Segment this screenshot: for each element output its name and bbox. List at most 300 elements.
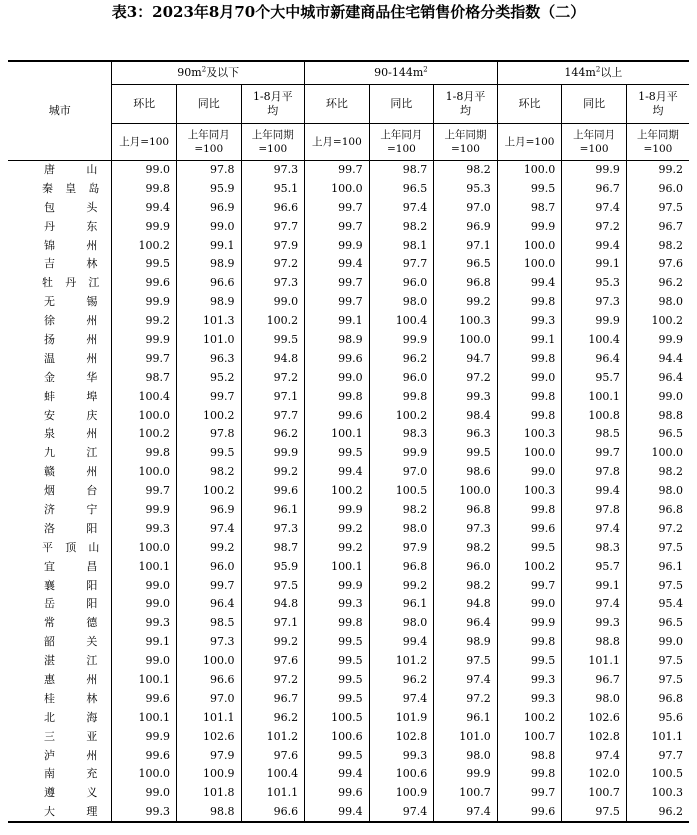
index-value-cell: 100.2 xyxy=(112,236,177,255)
table-row xyxy=(8,671,689,690)
index-value-cell: 99.6 xyxy=(112,689,177,708)
index-value-cell: 95.7 xyxy=(562,368,627,387)
index-value-cell: 97.3 xyxy=(434,519,498,538)
index-value-cell: 96.5 xyxy=(626,425,689,444)
index-value-cell: 98.5 xyxy=(562,425,627,444)
index-value-cell: 99.5 xyxy=(176,444,241,463)
index-value-cell: 98.3 xyxy=(562,538,627,557)
index-value-cell: 99.7 xyxy=(305,161,370,180)
index-value-cell: 101.2 xyxy=(369,652,434,671)
index-value-cell: 101.0 xyxy=(176,331,241,350)
index-value-cell: 95.2 xyxy=(176,368,241,387)
index-value-cell: 99.7 xyxy=(176,387,241,406)
index-value-cell: 100.2 xyxy=(241,312,305,331)
index-value-cell: 96.4 xyxy=(562,349,627,368)
table-row xyxy=(8,425,689,444)
index-value-cell: 96.0 xyxy=(626,179,689,198)
city-name: 牡 丹 江 xyxy=(42,276,100,290)
table-row xyxy=(8,557,689,576)
index-value-cell: 97.9 xyxy=(176,746,241,765)
table-row xyxy=(8,179,689,198)
index-value-cell: 99.9 xyxy=(626,331,689,350)
index-value-cell: 99.5 xyxy=(305,444,370,463)
index-value-cell: 99.9 xyxy=(112,293,177,312)
index-value-cell: 99.3 xyxy=(497,689,562,708)
index-value-cell: 97.6 xyxy=(241,746,305,765)
index-value-cell: 99.6 xyxy=(497,803,562,822)
index-value-cell: 96.9 xyxy=(434,217,498,236)
index-value-cell: 97.0 xyxy=(434,198,498,217)
index-value-cell: 99.7 xyxy=(305,293,370,312)
index-value-cell: 99.5 xyxy=(497,652,562,671)
index-value-cell: 97.0 xyxy=(369,463,434,482)
index-value-cell: 97.4 xyxy=(562,595,627,614)
index-value-cell: 100.0 xyxy=(497,236,562,255)
index-value-cell: 100.4 xyxy=(369,312,434,331)
table-row xyxy=(8,406,689,425)
size-group-header xyxy=(497,61,689,85)
index-value-cell: 99.2 xyxy=(305,538,370,557)
table-row xyxy=(8,368,689,387)
city-name: 吉 林 xyxy=(44,257,98,271)
city-cell xyxy=(8,746,112,765)
index-value-cell: 100.2 xyxy=(305,482,370,501)
city-cell xyxy=(8,538,112,557)
index-value-cell: 99.3 xyxy=(112,614,177,633)
index-value-cell: 96.5 xyxy=(369,179,434,198)
index-value-cell: 98.2 xyxy=(176,463,241,482)
city-cell xyxy=(8,198,112,217)
index-value-cell: 99.5 xyxy=(241,331,305,350)
index-base-header: 上月=100 xyxy=(497,124,562,161)
index-value-cell: 99.0 xyxy=(112,161,177,180)
index-value-cell: 99.0 xyxy=(626,387,689,406)
city-name: 三 亚 xyxy=(44,729,98,743)
index-value-cell: 96.7 xyxy=(241,689,305,708)
index-value-cell: 99.5 xyxy=(497,179,562,198)
index-value-cell: 99.9 xyxy=(562,312,627,331)
index-value-cell: 97.3 xyxy=(176,633,241,652)
index-value-cell: 95.3 xyxy=(434,179,498,198)
city-name: 平 顶 山 xyxy=(42,540,100,554)
index-value-cell: 99.9 xyxy=(112,217,177,236)
index-value-cell: 98.5 xyxy=(176,614,241,633)
index-value-cell: 97.8 xyxy=(562,501,627,520)
index-value-cell: 100.3 xyxy=(497,425,562,444)
index-value-cell: 101.1 xyxy=(626,727,689,746)
index-value-cell: 100.0 xyxy=(497,161,562,180)
index-value-cell: 98.0 xyxy=(369,519,434,538)
index-value-cell: 100.1 xyxy=(305,425,370,444)
index-value-cell: 99.3 xyxy=(112,803,177,822)
city-name: 蚌 埠 xyxy=(44,389,98,403)
index-value-cell: 98.2 xyxy=(626,236,689,255)
index-type-header: 环比 xyxy=(497,85,562,124)
index-value-cell: 99.5 xyxy=(305,689,370,708)
city-cell xyxy=(8,312,112,331)
index-value-cell: 99.7 xyxy=(176,576,241,595)
index-value-cell: 98.2 xyxy=(369,501,434,520)
index-value-cell: 98.0 xyxy=(626,293,689,312)
index-value-cell: 96.5 xyxy=(434,255,498,274)
index-value-cell: 96.0 xyxy=(369,368,434,387)
index-value-cell: 99.0 xyxy=(112,784,177,803)
index-value-cell: 99.6 xyxy=(112,274,177,293)
table-row xyxy=(8,519,689,538)
index-value-cell: 99.5 xyxy=(497,538,562,557)
city-cell xyxy=(8,482,112,501)
table-title: 表3：2023年8月70个大中城市新建商品住宅销售价格分类指数（二） xyxy=(111,3,586,21)
index-value-cell: 101.2 xyxy=(241,727,305,746)
city-name: 湛 江 xyxy=(44,654,98,668)
index-value-cell: 97.3 xyxy=(562,293,627,312)
index-value-cell: 96.2 xyxy=(241,708,305,727)
index-value-cell: 97.4 xyxy=(562,746,627,765)
index-value-cell: 100.2 xyxy=(112,425,177,444)
index-value-cell: 96.2 xyxy=(241,425,305,444)
index-value-cell: 96.2 xyxy=(626,274,689,293)
index-value-cell: 96.1 xyxy=(369,595,434,614)
index-value-cell: 97.5 xyxy=(626,652,689,671)
index-value-cell: 100.0 xyxy=(626,444,689,463)
index-value-cell: 99.9 xyxy=(241,444,305,463)
city-name: 温 州 xyxy=(44,351,98,365)
index-value-cell: 99.1 xyxy=(112,633,177,652)
index-value-cell: 97.7 xyxy=(241,217,305,236)
city-name: 南 充 xyxy=(44,767,98,781)
index-value-cell: 100.1 xyxy=(305,557,370,576)
index-value-cell: 100.1 xyxy=(112,671,177,690)
index-value-cell: 96.0 xyxy=(434,557,498,576)
index-value-cell: 97.4 xyxy=(176,519,241,538)
city-name: 丹 东 xyxy=(44,219,98,233)
index-value-cell: 97.3 xyxy=(241,519,305,538)
index-value-cell: 99.3 xyxy=(369,746,434,765)
index-value-cell: 97.8 xyxy=(562,463,627,482)
index-value-cell: 100.4 xyxy=(112,387,177,406)
index-value-cell: 97.2 xyxy=(626,519,689,538)
table-row xyxy=(8,595,689,614)
city-cell xyxy=(8,576,112,595)
index-value-cell: 96.9 xyxy=(176,501,241,520)
index-value-cell: 98.2 xyxy=(434,538,498,557)
city-cell xyxy=(8,387,112,406)
index-value-cell: 96.2 xyxy=(369,349,434,368)
index-value-cell: 98.8 xyxy=(626,406,689,425)
index-value-cell: 98.3 xyxy=(369,425,434,444)
index-value-cell: 100.0 xyxy=(305,179,370,198)
index-value-cell: 99.3 xyxy=(434,387,498,406)
city-name: 扬 州 xyxy=(44,332,98,346)
city-cell xyxy=(8,519,112,538)
square-superscript: 2 xyxy=(595,65,601,74)
city-name: 遵 义 xyxy=(44,786,98,800)
table-row xyxy=(8,784,689,803)
city-cell xyxy=(8,708,112,727)
index-value-cell: 99.7 xyxy=(305,274,370,293)
index-value-cell: 100.7 xyxy=(497,727,562,746)
index-value-cell: 100.4 xyxy=(241,765,305,784)
index-value-cell: 95.9 xyxy=(176,179,241,198)
city-cell xyxy=(8,236,112,255)
city-name: 韶 关 xyxy=(44,635,98,649)
table-row xyxy=(8,633,689,652)
index-value-cell: 99.5 xyxy=(434,444,498,463)
index-value-cell: 99.2 xyxy=(305,519,370,538)
city-cell xyxy=(8,444,112,463)
table-body xyxy=(8,161,689,822)
index-value-cell: 97.8 xyxy=(176,425,241,444)
city-name: 桂 林 xyxy=(44,691,98,705)
index-value-cell: 99.6 xyxy=(305,784,370,803)
index-base-header: 上年同月=100 xyxy=(176,124,241,161)
city-cell xyxy=(8,179,112,198)
table-row xyxy=(8,293,689,312)
index-value-cell: 99.3 xyxy=(112,519,177,538)
table-row xyxy=(8,803,689,822)
city-cell xyxy=(8,255,112,274)
index-value-cell: 99.1 xyxy=(176,236,241,255)
city-cell xyxy=(8,727,112,746)
index-value-cell: 99.6 xyxy=(497,519,562,538)
index-value-cell: 99.2 xyxy=(369,576,434,595)
table-row xyxy=(8,708,689,727)
table-row xyxy=(8,444,689,463)
city-cell xyxy=(8,161,112,180)
index-value-cell: 99.0 xyxy=(305,368,370,387)
index-value-cell: 99.8 xyxy=(497,387,562,406)
index-value-cell: 99.3 xyxy=(497,671,562,690)
index-value-cell: 97.5 xyxy=(434,652,498,671)
index-value-cell: 99.9 xyxy=(112,727,177,746)
city-cell xyxy=(8,274,112,293)
index-value-cell: 100.0 xyxy=(434,482,498,501)
index-value-cell: 99.9 xyxy=(562,161,627,180)
city-name: 包 头 xyxy=(44,200,98,214)
index-value-cell: 99.9 xyxy=(305,236,370,255)
index-value-cell: 102.6 xyxy=(176,727,241,746)
index-value-cell: 99.2 xyxy=(112,312,177,331)
index-value-cell: 100.2 xyxy=(497,708,562,727)
table-row xyxy=(8,576,689,595)
index-value-cell: 100.9 xyxy=(176,765,241,784)
index-value-cell: 99.1 xyxy=(305,312,370,331)
index-value-cell: 97.5 xyxy=(626,576,689,595)
index-value-cell: 96.1 xyxy=(241,501,305,520)
city-name: 徐 州 xyxy=(44,314,98,328)
index-value-cell: 99.3 xyxy=(497,312,562,331)
index-value-cell: 99.7 xyxy=(305,198,370,217)
index-value-cell: 99.9 xyxy=(369,331,434,350)
index-value-cell: 99.4 xyxy=(369,633,434,652)
index-value-cell: 99.3 xyxy=(562,614,627,633)
index-value-cell: 97.1 xyxy=(241,614,305,633)
index-value-cell: 98.0 xyxy=(369,293,434,312)
size-group-suffix: 及以下 xyxy=(206,66,240,79)
index-value-cell: 99.4 xyxy=(305,463,370,482)
city-cell xyxy=(8,463,112,482)
index-value-cell: 99.5 xyxy=(305,746,370,765)
index-value-cell: 99.0 xyxy=(112,576,177,595)
index-value-cell: 99.0 xyxy=(241,293,305,312)
city-name: 安 庆 xyxy=(44,408,98,422)
index-value-cell: 99.8 xyxy=(497,406,562,425)
index-base-header: 上年同月=100 xyxy=(369,124,434,161)
index-value-cell: 95.6 xyxy=(626,708,689,727)
index-value-cell: 97.2 xyxy=(434,689,498,708)
city-cell xyxy=(8,614,112,633)
index-value-cell: 98.7 xyxy=(369,161,434,180)
index-value-cell: 96.1 xyxy=(626,557,689,576)
index-value-cell: 100.3 xyxy=(626,784,689,803)
index-value-cell: 99.8 xyxy=(112,444,177,463)
index-value-cell: 96.3 xyxy=(434,425,498,444)
index-value-cell: 100.6 xyxy=(369,765,434,784)
index-value-cell: 99.6 xyxy=(112,746,177,765)
index-value-cell: 100.3 xyxy=(434,312,498,331)
index-value-cell: 99.6 xyxy=(241,482,305,501)
index-value-cell: 100.9 xyxy=(369,784,434,803)
index-value-cell: 99.0 xyxy=(112,595,177,614)
index-value-cell: 99.9 xyxy=(434,765,498,784)
index-value-cell: 101.3 xyxy=(176,312,241,331)
index-value-cell: 99.7 xyxy=(112,349,177,368)
size-group-label: 90m xyxy=(177,66,202,79)
index-value-cell: 95.3 xyxy=(562,274,627,293)
index-value-cell: 101.8 xyxy=(176,784,241,803)
index-value-cell: 100.2 xyxy=(369,406,434,425)
index-value-cell: 97.5 xyxy=(626,198,689,217)
index-value-cell: 100.8 xyxy=(562,406,627,425)
index-value-cell: 99.7 xyxy=(497,784,562,803)
index-value-cell: 100.5 xyxy=(369,482,434,501)
index-value-cell: 96.6 xyxy=(241,198,305,217)
city-cell xyxy=(8,652,112,671)
index-value-cell: 96.8 xyxy=(626,689,689,708)
index-value-cell: 98.0 xyxy=(369,614,434,633)
index-value-cell: 98.0 xyxy=(562,689,627,708)
index-value-cell: 100.1 xyxy=(562,387,627,406)
index-value-cell: 100.0 xyxy=(497,255,562,274)
index-value-cell: 99.9 xyxy=(112,331,177,350)
index-value-cell: 98.4 xyxy=(434,406,498,425)
index-value-cell: 98.9 xyxy=(305,331,370,350)
index-value-cell: 95.7 xyxy=(562,557,627,576)
table-row xyxy=(8,274,689,293)
index-value-cell: 99.4 xyxy=(112,198,177,217)
index-value-cell: 97.5 xyxy=(241,576,305,595)
city-name: 无 锡 xyxy=(44,295,98,309)
index-value-cell: 96.4 xyxy=(434,614,498,633)
table-header xyxy=(8,61,689,161)
index-base-header: 上年同月=100 xyxy=(562,124,627,161)
city-name: 洛 阳 xyxy=(44,521,98,535)
index-value-cell: 99.2 xyxy=(176,538,241,557)
index-value-cell: 101.1 xyxy=(241,784,305,803)
city-name: 泉 州 xyxy=(44,427,98,441)
city-cell xyxy=(8,671,112,690)
table-row xyxy=(8,765,689,784)
index-base-header: 上年同期=100 xyxy=(434,124,498,161)
index-value-cell: 97.5 xyxy=(626,538,689,557)
index-value-cell: 98.7 xyxy=(497,198,562,217)
index-type-header: 同比 xyxy=(369,85,434,124)
city-cell xyxy=(8,293,112,312)
index-value-cell: 97.3 xyxy=(241,161,305,180)
price-index-table xyxy=(8,60,689,823)
size-group-label: 144m xyxy=(564,66,596,79)
index-value-cell: 96.8 xyxy=(434,274,498,293)
index-type-header: 1-8月平均 xyxy=(626,85,689,124)
index-value-cell: 99.1 xyxy=(562,255,627,274)
city-cell xyxy=(8,633,112,652)
city-name: 惠 州 xyxy=(44,672,98,686)
city-cell xyxy=(8,349,112,368)
index-value-cell: 96.7 xyxy=(626,217,689,236)
city-name: 北 海 xyxy=(44,710,98,724)
index-value-cell: 99.4 xyxy=(562,482,627,501)
size-group-suffix: 以上 xyxy=(600,66,623,79)
index-value-cell: 96.6 xyxy=(176,274,241,293)
index-value-cell: 99.4 xyxy=(305,765,370,784)
city-name: 泸 州 xyxy=(44,748,98,762)
index-value-cell: 96.7 xyxy=(562,179,627,198)
index-value-cell: 95.9 xyxy=(241,557,305,576)
index-value-cell: 96.1 xyxy=(434,708,498,727)
index-value-cell: 99.2 xyxy=(434,293,498,312)
index-value-cell: 97.4 xyxy=(562,519,627,538)
city-cell xyxy=(8,406,112,425)
index-value-cell: 99.9 xyxy=(305,501,370,520)
index-value-cell: 99.9 xyxy=(497,217,562,236)
index-value-cell: 100.0 xyxy=(112,765,177,784)
index-value-cell: 97.4 xyxy=(562,198,627,217)
index-value-cell: 100.0 xyxy=(112,538,177,557)
index-value-cell: 99.4 xyxy=(562,236,627,255)
index-value-cell: 99.5 xyxy=(305,652,370,671)
index-value-cell: 96.0 xyxy=(369,274,434,293)
index-value-cell: 100.6 xyxy=(305,727,370,746)
index-value-cell: 98.8 xyxy=(562,633,627,652)
index-value-cell: 99.4 xyxy=(305,255,370,274)
index-value-cell: 97.6 xyxy=(626,255,689,274)
index-value-cell: 98.8 xyxy=(497,746,562,765)
table-row xyxy=(8,349,689,368)
index-value-cell: 98.1 xyxy=(369,236,434,255)
index-value-cell: 94.7 xyxy=(434,349,498,368)
index-value-cell: 99.7 xyxy=(305,217,370,236)
city-name: 宜 昌 xyxy=(44,559,98,573)
index-value-cell: 97.9 xyxy=(241,236,305,255)
index-value-cell: 97.6 xyxy=(241,652,305,671)
index-base-header: 上月=100 xyxy=(112,124,177,161)
index-value-cell: 99.8 xyxy=(305,387,370,406)
index-value-cell: 99.3 xyxy=(305,595,370,614)
index-value-cell: 99.9 xyxy=(305,576,370,595)
city-cell xyxy=(8,765,112,784)
index-value-cell: 96.8 xyxy=(369,557,434,576)
index-value-cell: 96.7 xyxy=(562,671,627,690)
index-base-header: 上年同期=100 xyxy=(626,124,689,161)
index-value-cell: 98.2 xyxy=(369,217,434,236)
index-value-cell: 99.2 xyxy=(241,463,305,482)
index-value-cell: 99.8 xyxy=(497,293,562,312)
table-row xyxy=(8,161,689,180)
index-value-cell: 99.7 xyxy=(497,576,562,595)
index-value-cell: 100.5 xyxy=(305,708,370,727)
index-type-header: 环比 xyxy=(112,85,177,124)
index-type-header: 1-8月平均 xyxy=(241,85,305,124)
